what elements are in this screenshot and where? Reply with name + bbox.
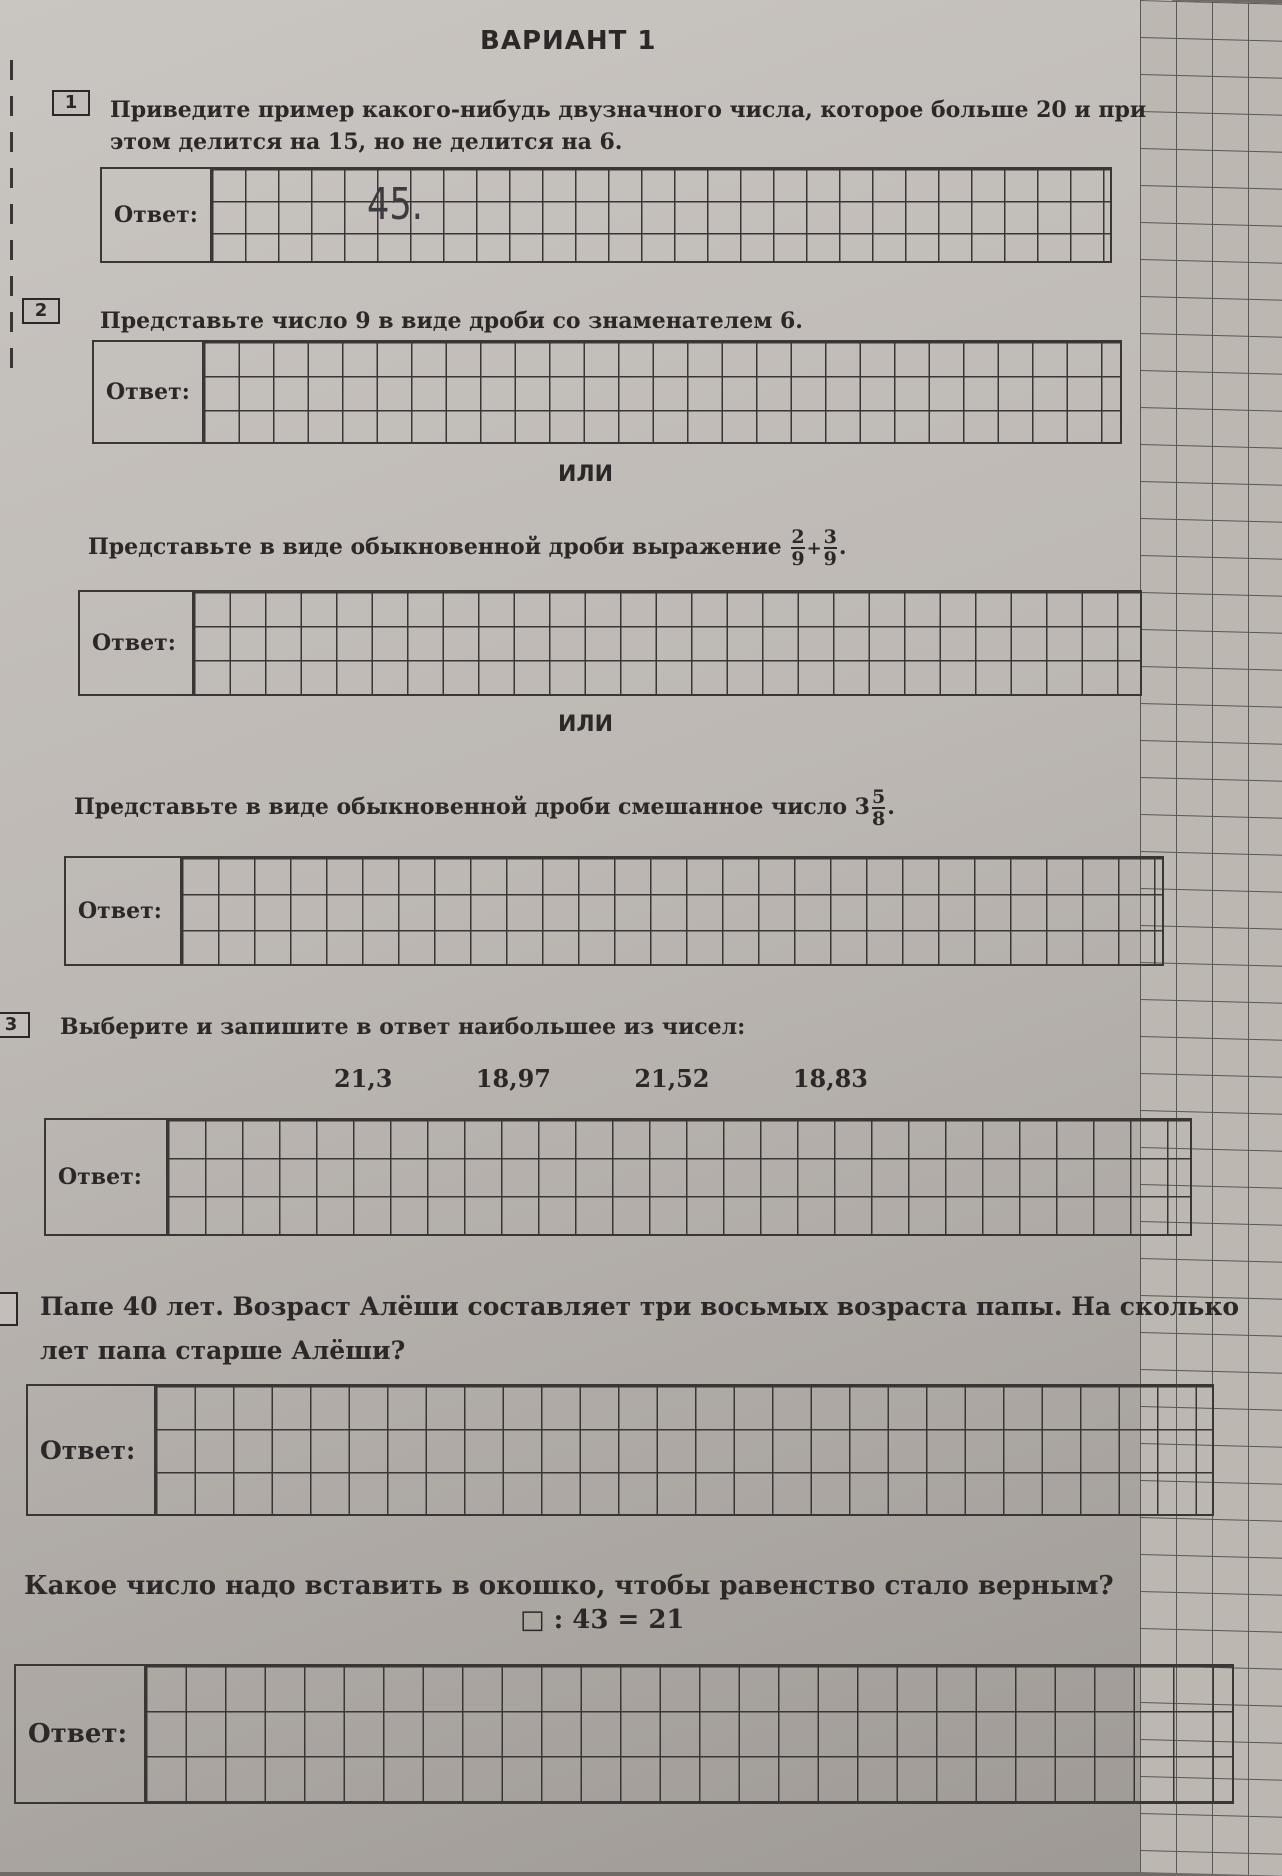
margin-dash-line xyxy=(10,60,13,380)
task-2-alt-2-answer-box[interactable] xyxy=(64,856,1164,966)
task-4-line-2: лет папа старше Алёши? xyxy=(40,1336,406,1365)
number-option: 18,83 xyxy=(792,1064,868,1093)
answer-label: Ответ: xyxy=(58,1164,142,1190)
answer-label: Ответ: xyxy=(92,630,176,656)
task-2-alt-1-label: Представьте в виде обыкновенной дроби выражение xyxy=(88,534,782,560)
number-option: 21,52 xyxy=(634,1064,710,1093)
answer-grid[interactable] xyxy=(166,1120,1190,1234)
task-1-answer-box[interactable] xyxy=(100,167,1112,263)
task-1-line-2: этом делится на 15, но не делится на 6. xyxy=(110,129,623,155)
handwritten-answer: 45. xyxy=(367,179,423,230)
fraction-denominator: 8 xyxy=(871,808,886,830)
answer-grid[interactable] xyxy=(202,342,1120,442)
answer-grid[interactable] xyxy=(154,1386,1212,1514)
task-4-text xyxy=(40,1285,1239,1373)
answer-grid[interactable] xyxy=(210,169,1110,261)
fraction-numerator: 2 xyxy=(791,526,805,548)
number-option: 18,97 xyxy=(475,1064,551,1093)
task-4-answer-box[interactable] xyxy=(26,1384,1214,1516)
answer-label: Ответ: xyxy=(114,202,198,228)
end-period: . xyxy=(887,794,895,820)
page-title: ВАРИАНТ 1 xyxy=(480,26,657,56)
task-1-text xyxy=(110,94,1146,158)
answer-label: Ответ: xyxy=(78,898,162,924)
task-2-answer-box[interactable] xyxy=(92,340,1122,444)
task-2-number: 2 xyxy=(22,298,60,324)
or-divider: ИЛИ xyxy=(558,462,614,487)
end-period: . xyxy=(838,534,847,560)
plus-sign: + xyxy=(806,538,822,559)
task-2-alt-1-text xyxy=(88,527,847,569)
fraction-3-9 xyxy=(824,527,837,569)
fraction-numerator: 3 xyxy=(823,526,837,548)
answer-label: Ответ: xyxy=(28,1719,128,1749)
task-5-answer-box[interactable] xyxy=(14,1664,1234,1804)
task-2-alt-2-label: Представьте в виде обыкновенной дроби смешанное число xyxy=(74,794,847,820)
answer-label: Ответ: xyxy=(106,379,190,405)
answer-grid[interactable] xyxy=(144,1666,1232,1802)
fraction-denominator: 9 xyxy=(823,548,837,570)
answer-grid[interactable] xyxy=(192,592,1140,694)
or-divider: ИЛИ xyxy=(558,712,614,737)
task-1-number: 1 xyxy=(52,90,90,116)
task-2-text: Представьте число 9 в виде дроби со знаменателем 6. xyxy=(100,308,803,334)
fraction-numerator: 5 xyxy=(871,786,886,808)
fraction-denominator: 9 xyxy=(791,548,805,570)
task-2-alt-2-text xyxy=(74,787,895,829)
task-1-line-1: Приведите пример какого-нибудь двузначного числа, которое больше 20 и при xyxy=(110,97,1147,123)
task-3-numbers xyxy=(334,1064,943,1093)
fraction-5-8 xyxy=(872,787,885,829)
number-option: 21,3 xyxy=(334,1064,393,1093)
task-2-alt-1-answer-box[interactable] xyxy=(78,590,1142,696)
task-3-text: Выберите и запишите в ответ наибольшее из чисел: xyxy=(60,1014,746,1040)
answer-label: Ответ: xyxy=(40,1435,136,1465)
answer-grid[interactable] xyxy=(180,858,1162,964)
task-3-answer-box[interactable] xyxy=(44,1118,1192,1236)
task-5-text: Какое число надо вставить в окошко, чтобы равенство стало верным? xyxy=(24,1571,1114,1601)
task-4-line-1: Папе 40 лет. Возраст Алёши составляет три восьмых возраста папы. На сколько xyxy=(40,1292,1240,1321)
fraction-2-9 xyxy=(791,527,804,569)
task-3-number: 3 xyxy=(0,1012,30,1038)
task-4-number xyxy=(0,1292,18,1326)
mixed-number-whole: 3 xyxy=(854,794,870,820)
task-5-equation: □ : 43 = 21 xyxy=(520,1605,685,1635)
